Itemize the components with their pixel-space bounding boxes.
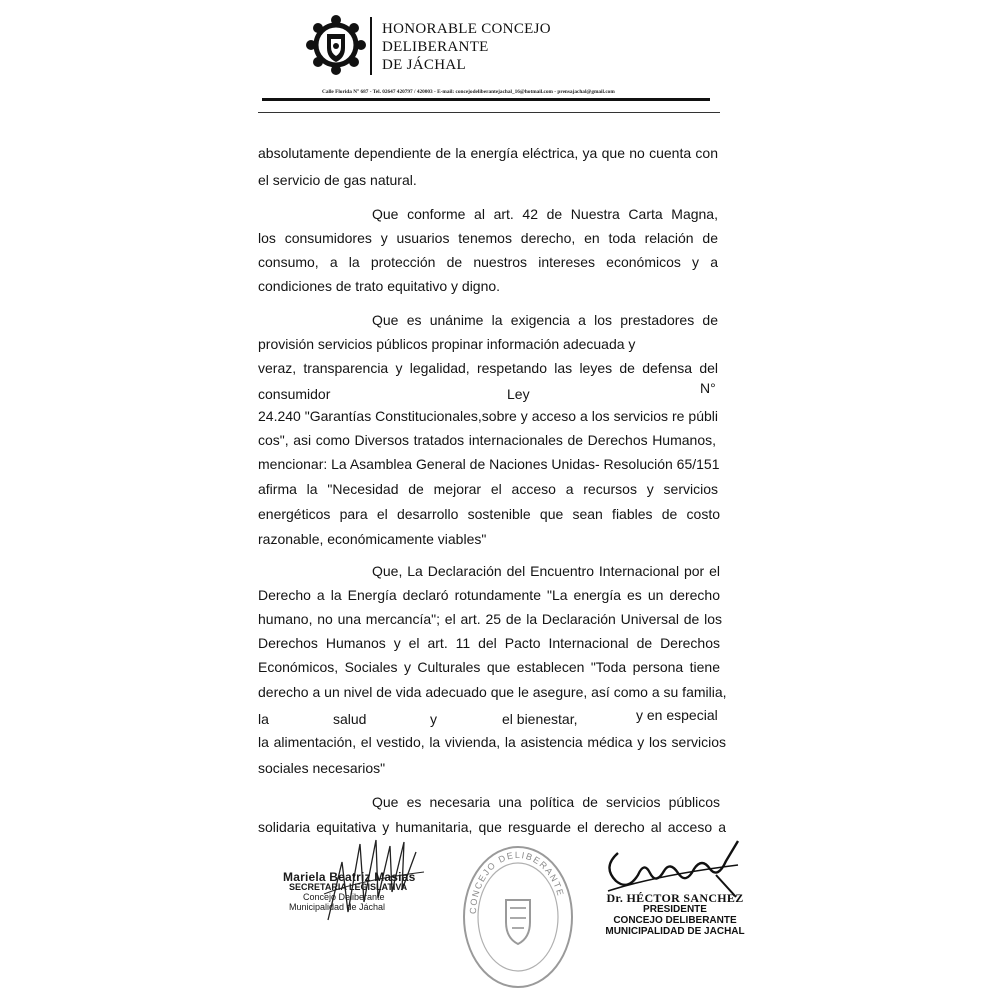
president-org-2: MUNICIPALIDAD DE JACHAL bbox=[605, 926, 745, 937]
header-rule-thick bbox=[262, 98, 710, 101]
secretary-title: SECRETARIA LEGISLATIVA bbox=[289, 882, 408, 892]
body-line: el bienestar, bbox=[502, 711, 578, 727]
body-line: condiciones de trato equitativo y digno. bbox=[258, 278, 501, 294]
body-line: salud bbox=[333, 711, 367, 727]
body-line: Derechos Humanos y el art. 11 del Pacto Internacional de Derechos bbox=[258, 635, 720, 651]
body-line: Económicos, Sociales y Culturales que establecen "Toda persona tiene bbox=[258, 659, 720, 675]
seal-text: CONCEJO DELIBERANTE bbox=[467, 849, 566, 915]
body-line: provisión servicios públicos propinar información adecuada y bbox=[258, 336, 636, 352]
header-rule-thin bbox=[258, 112, 720, 113]
body-line: la bbox=[258, 711, 269, 727]
council-logo-icon bbox=[305, 12, 367, 78]
body-line: Que es unánime la exigencia a los prestadores de bbox=[372, 312, 718, 328]
body-line: consumo, a la protección de nuestros intereses económicos y a bbox=[258, 254, 718, 270]
body-line: absolutamente dependiente de la energía eléctrica, ya que no cuenta con bbox=[258, 145, 718, 161]
body-line: y en especial bbox=[636, 707, 718, 723]
body-line: N° bbox=[700, 380, 716, 396]
secretary-name: Mariela Beatriz Masias bbox=[283, 870, 416, 884]
body-line: derecho a un nivel de vida adecuado que le asegure, así como a su familia, bbox=[258, 684, 727, 700]
body-line: afirma la "Necesidad de mejorar el acceso a recursos y servicios bbox=[258, 481, 718, 497]
org-line-3: DE JÁCHAL bbox=[382, 57, 466, 73]
body-line: humano, no una mercancía"; el art. 25 de la Declaración Universal de los bbox=[258, 611, 722, 627]
svg-text:CONCEJO DELIBERANTE bbox=[468, 850, 566, 914]
body-line: consumidor bbox=[258, 386, 331, 402]
secretary-org-2: Municipalidad de Jáchal bbox=[289, 902, 386, 912]
body-line: cos", asi como Diversos tratados internacionales de Derechos Humanos, bbox=[258, 432, 716, 448]
secretary-org-1: Concejo Deliberante bbox=[303, 892, 385, 902]
body-line: el servicio de gas natural. bbox=[258, 172, 417, 188]
president-org-1: CONCEJO DELIBERANTE bbox=[613, 915, 737, 926]
body-line: Que, La Declaración del Encuentro Internacional por el bbox=[372, 563, 720, 579]
body-line: veraz, transparencia y legalidad, respetando las leyes de defensa del bbox=[258, 360, 718, 376]
signature-block-secretary bbox=[283, 872, 415, 912]
contact-info: Calle Florida N° 687 - Tel. 02647 420797 / 420003 - E-mail: concejodeliberantejachal_16@hotmail.com - prensajachal@gmail.com bbox=[322, 89, 615, 95]
body-line: Que es necesaria una política de servicios públicos bbox=[372, 794, 720, 810]
body-line: sociales necesarios" bbox=[258, 760, 386, 776]
body-line: razonable, económicamente viables" bbox=[258, 531, 487, 547]
body-line: y bbox=[430, 711, 437, 727]
body-line: los consumidores y usuarios tenemos derecho, en toda relación de bbox=[258, 230, 718, 246]
header-divider bbox=[370, 17, 372, 75]
president-name: Dr. HÉCTOR SANCHEZ bbox=[606, 891, 744, 905]
body-line: energéticos para el desarrollo sostenible que sean fiables de costo bbox=[258, 506, 720, 522]
signature-block-president bbox=[600, 893, 750, 937]
body-line: Derecho a la Energía declaró rotundamente "La energía es un derecho bbox=[258, 587, 720, 603]
president-title: PRESIDENTE bbox=[643, 904, 707, 915]
org-line-1: HONORABLE CONCEJO bbox=[382, 21, 551, 37]
body-line: 24.240 "Garantías Constitucionales,sobre y acceso a los servicios re públi bbox=[258, 408, 718, 424]
official-seal-icon bbox=[458, 842, 578, 992]
org-line-2: DELIBERANTE bbox=[382, 39, 489, 55]
body-line: Ley bbox=[507, 386, 530, 402]
body-line: mencionar: La Asamblea General de Naciones Unidas- Resolución 65/151 bbox=[258, 456, 720, 472]
body-line: la alimentación, el vestido, la vivienda, la asistencia médica y los servicios bbox=[258, 734, 726, 750]
body-line: Que conforme al art. 42 de Nuestra Carta Magna, bbox=[372, 206, 718, 222]
organization-name bbox=[382, 20, 551, 74]
body-line: solidaria equitativa y humanitaria, que resguarde el derecho al acceso a bbox=[258, 819, 726, 835]
